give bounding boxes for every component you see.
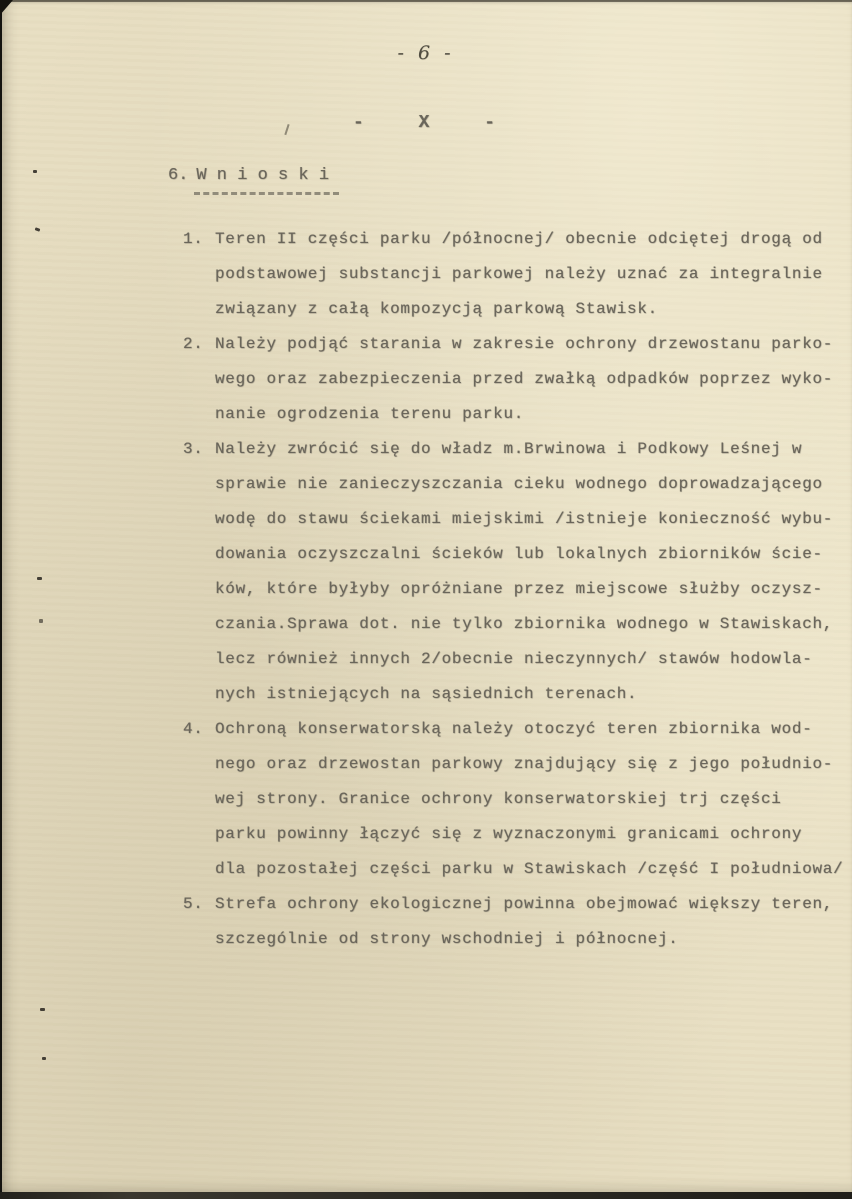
item-line: związany z całą kompozycją parkową Stawisk. [215, 300, 658, 318]
list-item [183, 222, 843, 327]
conclusions-list [183, 222, 843, 957]
section-mark: - X - [352, 113, 517, 133]
item-line: szczególnie od strony wschodniej i północnej. [215, 930, 679, 948]
ink-speck [37, 577, 42, 580]
list-item [183, 887, 843, 957]
item-number: 3. [183, 440, 204, 458]
item-line: nych istniejących na sąsiednich terenach. [215, 685, 638, 703]
item-line: dowania oczyszczalni ścieków lub lokalnych zbiorników ście- [215, 545, 823, 563]
item-number: 4. [183, 720, 204, 738]
scan-left-edge [0, 0, 2, 1199]
ink-speck [39, 619, 43, 623]
item-line: lecz również innych 2/obecnie nieczynnych/ stawów hodowla- [215, 650, 813, 668]
item-line: Strefa ochrony ekologicznej powinna obejmować większy teren, [215, 895, 834, 913]
scan-bottom-edge [0, 1192, 852, 1199]
scan-corner-shadow [0, 0, 13, 15]
item-number: 1. [183, 230, 204, 248]
item-line: Teren II części parku /północnej/ obecnie odciętej drogą od [215, 230, 823, 248]
item-line: ków, które byłyby opróżniane przez miejscowe służby oczysz- [215, 580, 823, 598]
item-line: nego oraz drzewostan parkowy znajdujący się z jego południo- [215, 755, 834, 773]
item-line: czania.Sprawa dot. nie tylko zbiornika wodnego w Stawiskach, [215, 615, 834, 633]
list-item [183, 712, 843, 887]
ink-speck [33, 170, 37, 173]
ink-speck [42, 1057, 46, 1060]
item-line: nanie ogrodzenia terenu parku. [215, 405, 525, 423]
item-line: parku powinny łączyć się z wyznaczonymi granicami ochrony [215, 825, 803, 843]
item-line: dla pozostałej części parku w Stawiskach /część I południowa/ [215, 860, 844, 878]
item-number: 2. [183, 335, 204, 353]
item-line: Ochroną konserwatorską należy otoczyć teren zbiornika wod- [215, 720, 813, 738]
item-number: 5. [183, 895, 204, 913]
scan-top-edge [0, 0, 852, 2]
heading-number: 6. [168, 166, 189, 185]
page-number: - 6 - [397, 42, 455, 64]
list-item [183, 327, 843, 432]
item-line: sprawie nie zanieczyszczania cieku wodnego doprowadzającego [215, 475, 823, 493]
item-line: Należy zwrócić się do władz m.Brwinowa i Podkowy Leśnej w [215, 440, 803, 458]
item-line: wej strony. Granice ochrony konserwatorskiej trj części [215, 790, 782, 808]
section-heading [168, 166, 339, 195]
item-line: podstawowej substancji parkowej należy uznać za integralnie [215, 265, 823, 283]
heading-title: W n i o s k i [194, 166, 339, 195]
ink-speck [40, 1008, 45, 1011]
item-line: wego oraz zabezpieczenia przed zwałką odpadków poprzez wyko- [215, 370, 834, 388]
ink-speck [35, 227, 41, 232]
item-line: Należy podjąć starania w zakresie ochrony drzewostanu parko- [215, 335, 834, 353]
list-item [183, 432, 843, 712]
item-line: wodę do stawu ściekami miejskimi /istnieje konieczność wybu- [215, 510, 834, 528]
